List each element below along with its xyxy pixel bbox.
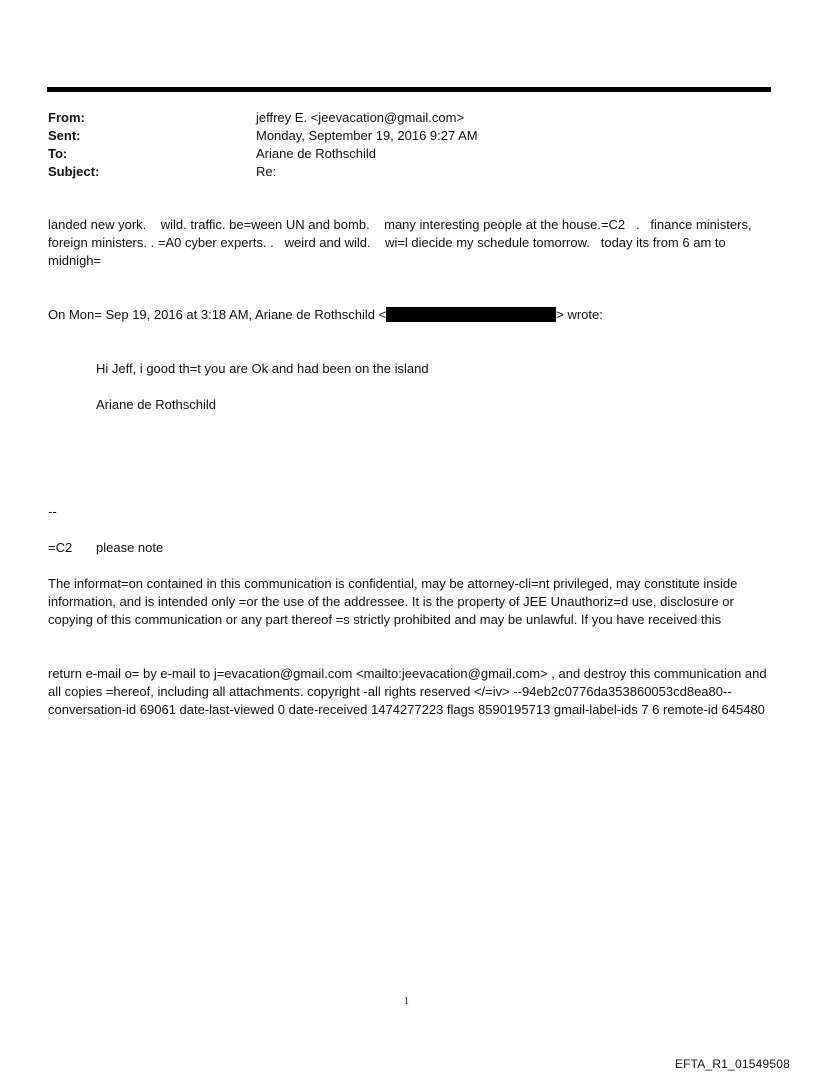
header-rule (47, 87, 771, 92)
page-number: 1 (404, 996, 409, 1007)
from-label: From: (48, 110, 85, 125)
quote-intro-end: > wrote: (556, 307, 603, 322)
email-header (48, 109, 478, 181)
to-row (48, 145, 478, 163)
sent-label: Sent: (48, 128, 81, 143)
subject-row (48, 163, 478, 181)
subject-value: Re: (256, 164, 277, 179)
note-code: =C2 (48, 540, 73, 555)
footer-metadata: return e-mail o= by e-mail to j=evacation@gmail.com <mailto:jeevacation@gmail.com> , and destroy this communication and all copies =hereof, including all attachments. copyright -all rights reserved </=iv> --94eb2c0776da353860053cd8ea80-- conversation-id 69061 date-last-viewed 0 date-received 1474277223 flags 8590195713 gmail-label-ids 7 6 remote-id 645480 (48, 666, 771, 717)
to-label: To: (48, 146, 68, 161)
quoted-message: Hi Jeff, i good th=t you are Ok and had been on the island (96, 361, 429, 376)
note-row (48, 539, 163, 557)
message-body: landed new york. wild. traffic. be=ween UN and bomb. many interesting people at the house.=C2 . finance ministers, foreign ministers. . =A0 cyber experts. . weird and wild. wi=l diecide my schedule tomorrow. today its from 6 am to midnigh= (48, 217, 759, 268)
from-row (48, 109, 478, 127)
signature-separator: -- (48, 504, 57, 519)
quoted-signature: Ariane de Rothschild (96, 397, 216, 412)
to-value: Ariane de Rothschild (256, 146, 376, 161)
subject-label: Subject: (48, 164, 100, 179)
redaction-bar (386, 307, 556, 322)
sent-row (48, 127, 478, 145)
sent-value: Monday, September 19, 2016 9:27 AM (256, 128, 478, 143)
quote-intro-start: On Mon= Sep 19, 2016 at 3:18 AM, Ariane de Rothschild < (48, 307, 387, 322)
from-value: jeffrey E. <jeevacation@gmail.com> (256, 110, 465, 125)
bates-number: EFTA_R1_01549508 (674, 1057, 790, 1071)
quote-intro (48, 306, 603, 324)
disclaimer: The informat=on contained in this communication is confidential, may be attorney-cli=nt privileged, may constitute inside information, and is intended only =or the use of the addressee. It is the property of JEE Unauthoriz=d use, disclosure or copying of this communication or any part thereof =s strictly prohibited and may be unlawful. If you have received this (48, 576, 741, 627)
note-text: please note (96, 540, 164, 555)
